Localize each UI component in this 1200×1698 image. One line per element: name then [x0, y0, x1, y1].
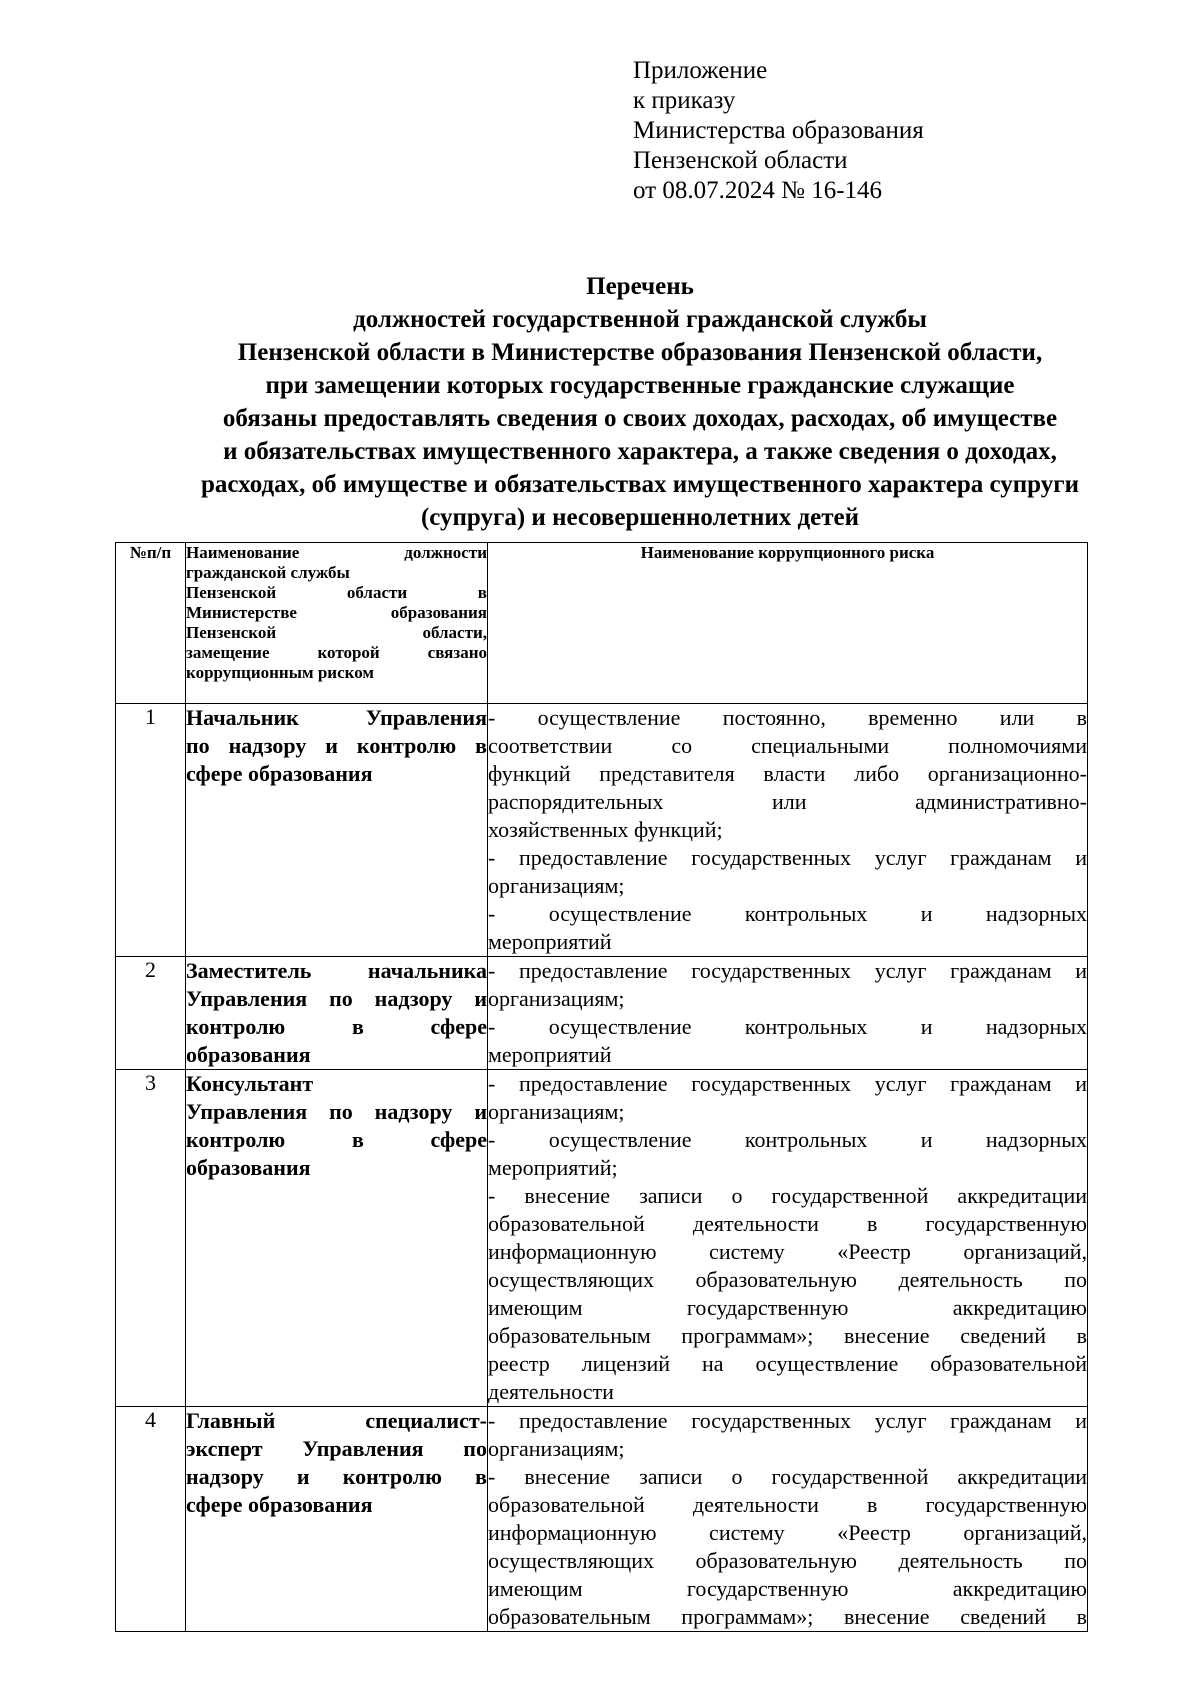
table-row — [116, 1407, 1088, 1632]
position-line: контролю в сфере — [186, 1127, 487, 1152]
position-line: Консультант — [186, 1071, 314, 1096]
appendix-note — [633, 56, 924, 206]
appendix-line: Министерства образования — [633, 117, 924, 144]
title-line: расходах, об имуществе и обязательствах имущественного характера супруги — [201, 471, 1079, 498]
table-row — [116, 957, 1088, 1070]
risk-line: организациям; — [488, 986, 625, 1011]
risk-line: - предоставление государственных услуг гражданам и — [488, 1408, 1087, 1433]
position-line: Управления по надзору и — [186, 1099, 487, 1124]
risk-line: функций представителя власти либо организационно- — [488, 761, 1087, 786]
header-position-line: Пензенской области, — [186, 623, 487, 642]
risk-line: деятельности — [488, 1379, 614, 1404]
title-line: должностей государственной гражданской службы — [353, 306, 927, 333]
risk-line: организациям; — [488, 873, 625, 898]
title-line: Пензенской области в Министерстве образования Пензенской области, — [237, 339, 1043, 366]
risk-line: соответствии со специальными полномочиями — [488, 733, 1087, 758]
position-cell — [186, 704, 488, 957]
position-cell — [186, 1070, 488, 1407]
risk-line: - осуществление контрольных и надзорных — [488, 1127, 1087, 1152]
position-line: образования — [186, 1155, 311, 1180]
risk-cell — [488, 1070, 1088, 1407]
risk-line: хозяйственных функций; — [488, 817, 723, 842]
position-line: сфере образования — [186, 761, 373, 786]
document-title — [100, 270, 1180, 534]
position-line: образования — [186, 1042, 311, 1067]
header-position-line: Наименование должности — [186, 543, 487, 562]
risk-line: имеющим государственную аккредитацию — [488, 1295, 1087, 1320]
appendix-line: от 08.07.2024 № 16-146 — [633, 177, 883, 204]
position-cell — [186, 957, 488, 1070]
risk-line: - предоставление государственных услуг гражданам и — [488, 1071, 1087, 1096]
row-number: 1 — [116, 704, 186, 957]
risk-line: - предоставление государственных услуг гражданам и — [488, 845, 1087, 870]
position-line: сфере образования — [186, 1492, 373, 1517]
risk-line: образовательным программам»; внесение сведений в — [488, 1604, 1087, 1629]
title-line: при замещении которых государственные гражданские служащие — [265, 372, 1015, 399]
risk-line: имеющим государственную аккредитацию — [488, 1576, 1087, 1601]
risk-line: организациям; — [488, 1436, 625, 1461]
risk-line: - осуществление контрольных и надзорных — [488, 1014, 1087, 1039]
position-line: по надзору и контролю в — [186, 733, 487, 758]
risk-line: мероприятий — [488, 1042, 612, 1067]
risk-line: образовательным программам»; внесение сведений в — [488, 1323, 1087, 1348]
position-line: Управления по надзору и — [186, 986, 487, 1011]
risk-line: - осуществление контрольных и надзорных — [488, 901, 1087, 926]
risk-line: организациям; — [488, 1099, 625, 1124]
risk-line: - осуществление постоянно, временно или в — [488, 705, 1087, 730]
table-row — [116, 1070, 1088, 1407]
appendix-line: Пензенской области — [633, 147, 848, 174]
risk-line: - внесение записи о государственной аккредитации — [488, 1464, 1087, 1489]
title-line: (супруга) и несовершеннолетних детей — [420, 504, 860, 531]
appendix-line: Приложение — [633, 57, 768, 84]
position-line: Главный специалист- — [186, 1408, 487, 1433]
risk-line: образовательной деятельности в государственную — [488, 1211, 1087, 1236]
risk-line: осуществляющих образовательную деятельность по — [488, 1548, 1087, 1573]
table-row — [116, 704, 1088, 957]
position-line: эксперт Управления по — [186, 1436, 487, 1461]
risk-line: распорядительных или административно- — [488, 789, 1087, 814]
risk-line: - внесение записи о государственной аккредитации — [488, 1183, 1087, 1208]
header-risk: Наименование коррупционного риска — [488, 543, 1088, 704]
risk-line: мероприятий — [488, 929, 612, 954]
header-position-line: замещение которой связано — [186, 643, 487, 662]
risk-cell — [488, 1407, 1088, 1632]
row-number: 4 — [116, 1407, 186, 1632]
risk-line: информационную систему «Реестр организаций, — [488, 1520, 1087, 1545]
header-position-line: коррупционным риском — [186, 663, 374, 682]
positions-table — [115, 542, 1088, 1632]
header-position-line: гражданской службы — [186, 563, 350, 582]
risk-cell — [488, 704, 1088, 957]
title-line: и обязательствах имущественного характера, а также сведения о доходах, — [223, 438, 1057, 465]
risk-line: информационную систему «Реестр организаций, — [488, 1239, 1087, 1264]
row-number: 3 — [116, 1070, 186, 1407]
risk-line: реестр лицензий на осуществление образовательной — [488, 1351, 1087, 1376]
risk-line: - предоставление государственных услуг гражданам и — [488, 958, 1087, 983]
title-line: обязаны предоставлять сведения о своих доходах, расходах, об имуществе — [222, 405, 1058, 432]
position-cell — [186, 1407, 488, 1632]
risk-cell — [488, 957, 1088, 1070]
row-number: 2 — [116, 957, 186, 1070]
header-position-line: Пензенской области в — [186, 583, 487, 602]
risk-line: мероприятий; — [488, 1155, 618, 1180]
position-line: контролю в сфере — [186, 1014, 487, 1039]
appendix-line: к приказу — [633, 87, 736, 114]
header-position — [186, 543, 488, 704]
table-header-row — [116, 543, 1088, 704]
header-number: №п/п — [116, 543, 186, 704]
header-position-line: Министерстве образования — [186, 603, 487, 622]
position-line: надзору и контролю в — [186, 1464, 487, 1489]
risk-line: осуществляющих образовательную деятельность по — [488, 1267, 1087, 1292]
position-line: Начальник Управления — [186, 705, 487, 730]
title-line: Перечень — [586, 273, 694, 300]
risk-line: образовательной деятельности в государственную — [488, 1492, 1087, 1517]
position-line: Заместитель начальника — [186, 958, 487, 983]
